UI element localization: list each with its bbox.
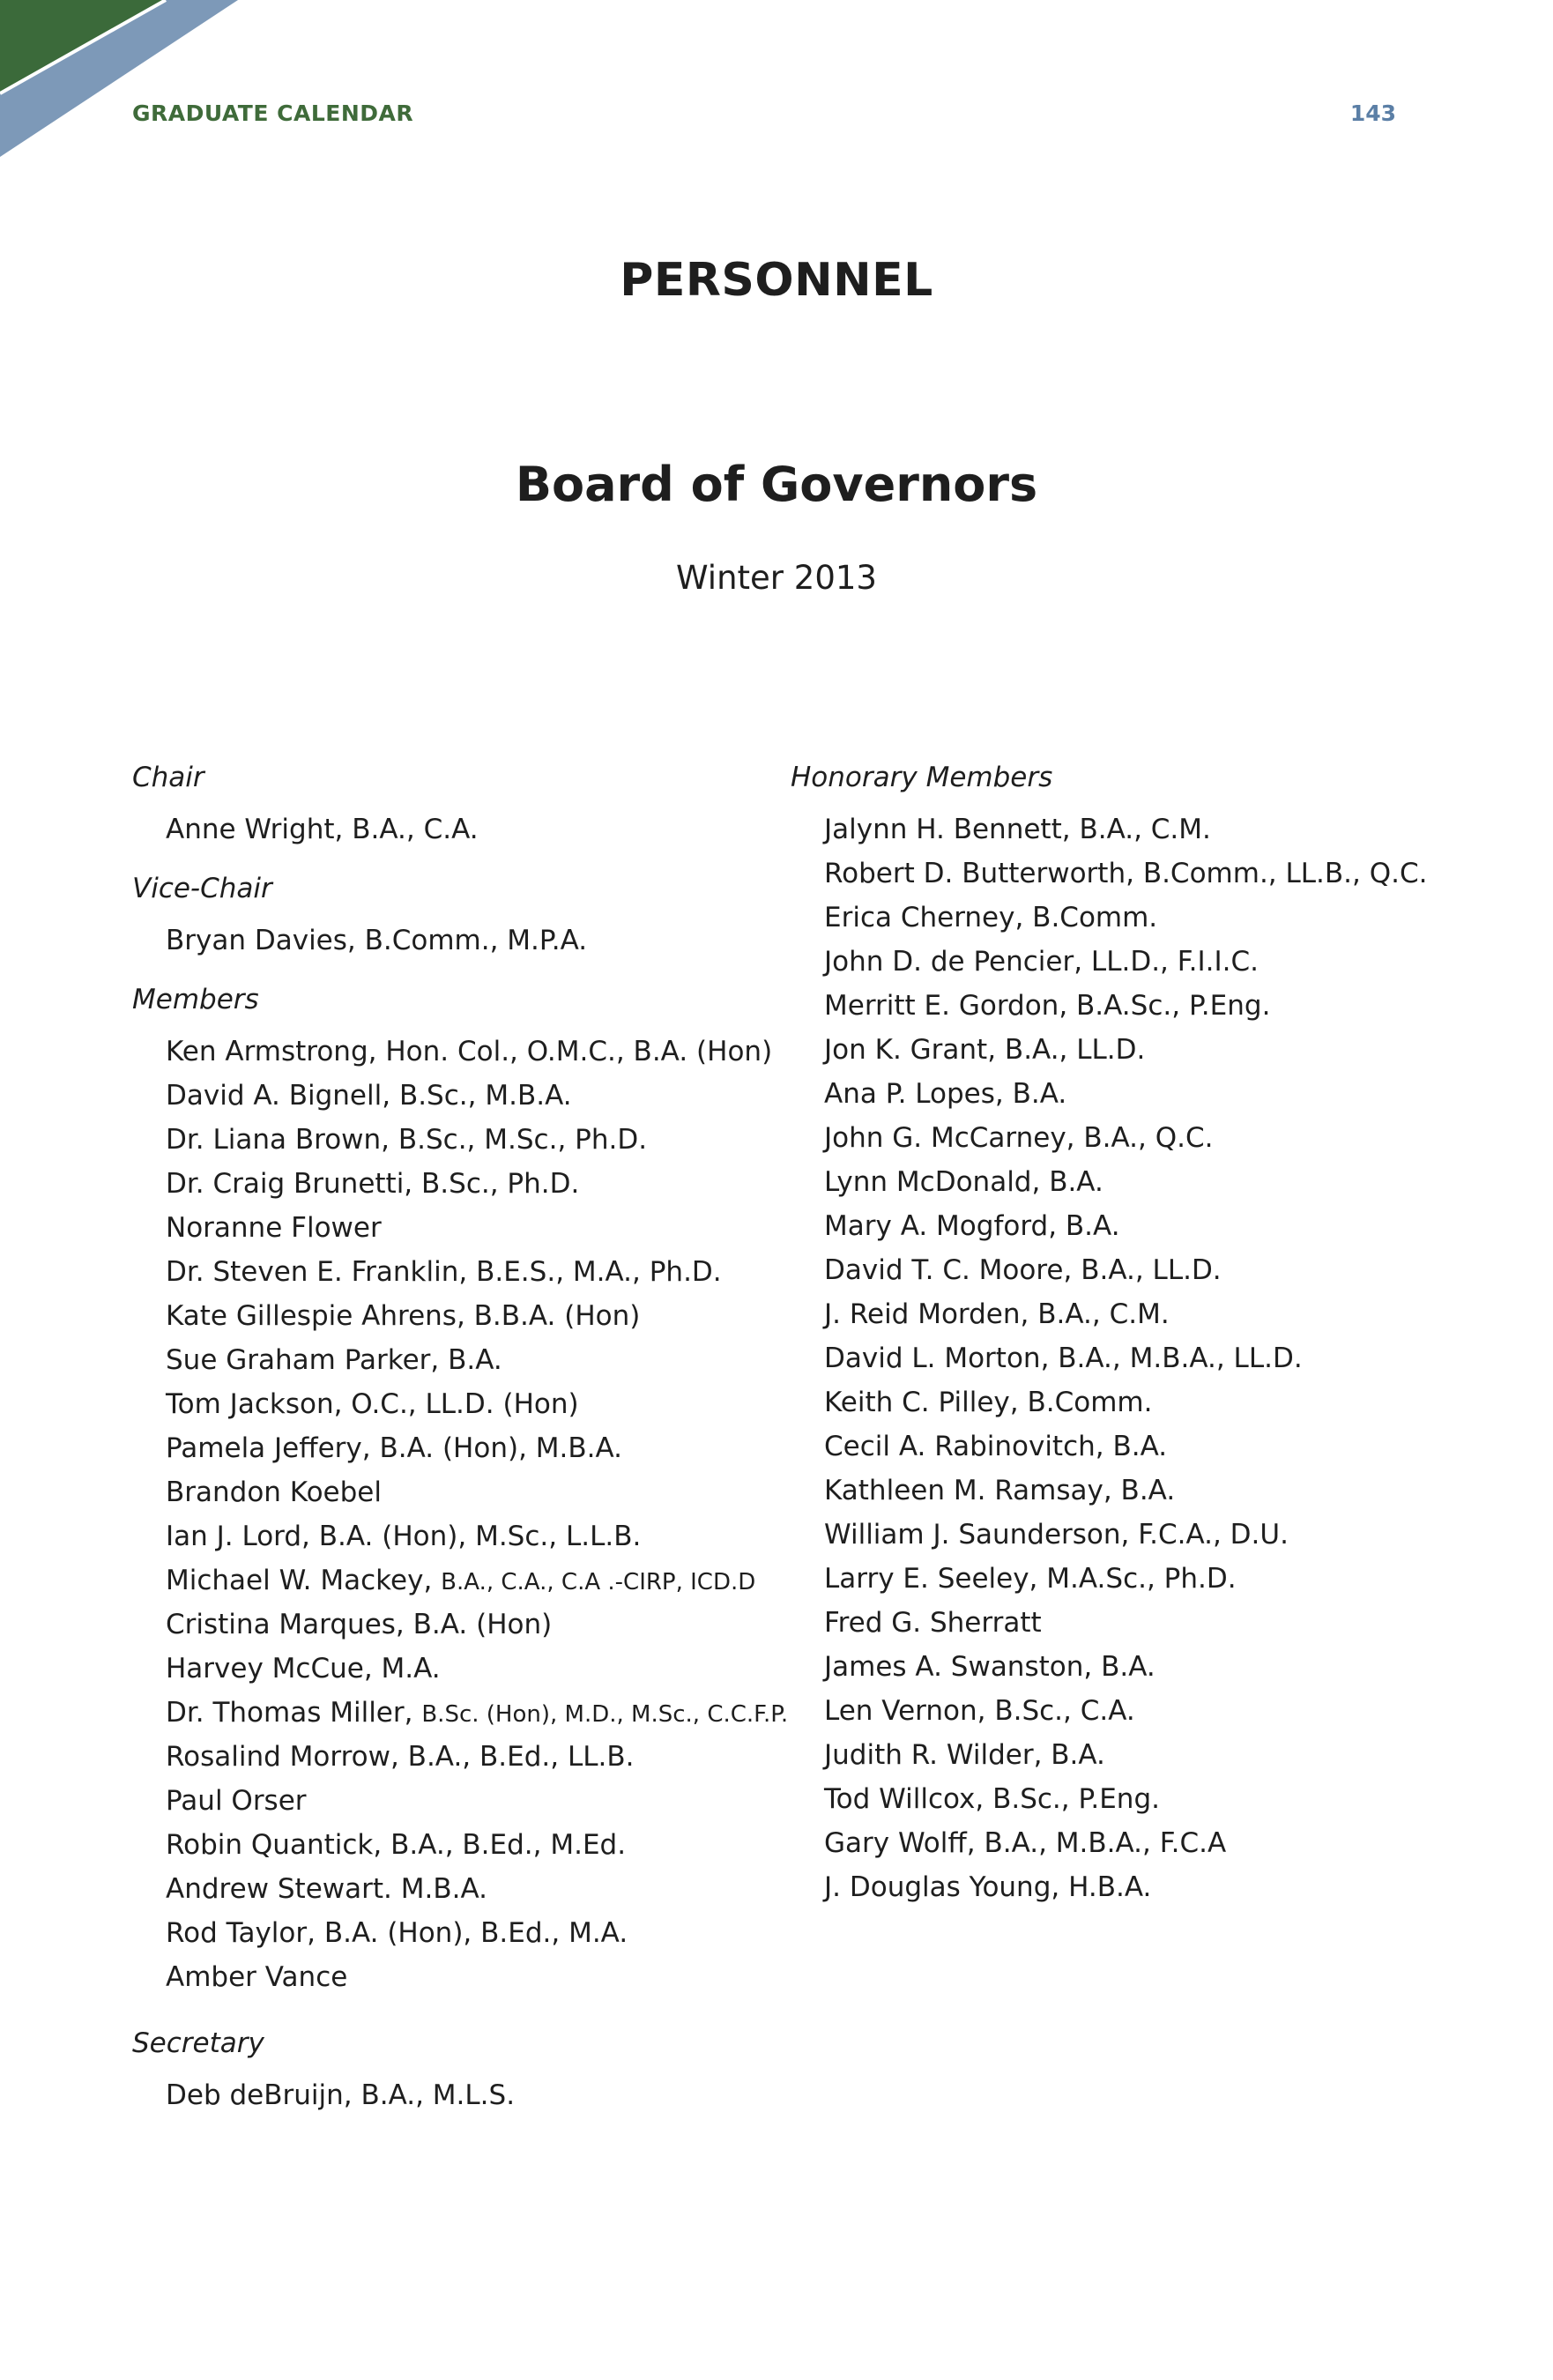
list-item: Paul Orser xyxy=(166,1785,307,1817)
header-title: GRADUATE CALENDAR xyxy=(132,100,414,126)
list-item: Dr. Craig Brunetti, B.Sc., Ph.D. xyxy=(166,1168,580,1200)
list-item: Deb deBruijn, B.A., M.L.S. xyxy=(166,2079,516,2111)
list-item: Dr. Steven E. Franklin, B.E.S., M.A., Ph.D. xyxy=(166,1256,722,1288)
secretary-group xyxy=(132,2026,802,2117)
list-item: Harvey McCue, M.A. xyxy=(166,1653,441,1685)
honorary-members-group xyxy=(791,760,1460,1909)
member-credentials: B.A., C.A., C.A .-CIRP, ICD.D xyxy=(441,1569,756,1595)
secretary-label: Secretary xyxy=(132,2027,264,2059)
list-item: Sue Graham Parker, B.A. xyxy=(166,1344,502,1376)
list-item: John G. McCarney, B.A., Q.C. xyxy=(824,1122,1214,1154)
list-item: Judith R. Wilder, B.A. xyxy=(824,1739,1105,1771)
member-name: Dr. Thomas Miller, xyxy=(166,1697,413,1729)
list-item: Bryan Davies, B.Comm., M.P.A. xyxy=(166,925,588,956)
list-item: Jon K. Grant, B.A., LL.D. xyxy=(824,1034,1146,1066)
list-item: Lynn McDonald, B.A. xyxy=(824,1166,1103,1198)
list-item: Ana P. Lopes, B.A. xyxy=(824,1078,1067,1110)
vice-chair-group xyxy=(132,871,802,963)
chair-group xyxy=(132,760,802,852)
list-item: Robert D. Butterworth, B.Comm., LL.B., Q.C. xyxy=(824,858,1428,889)
list-item: J. Reid Morden, B.A., C.M. xyxy=(824,1298,1170,1330)
member-name: Michael W. Mackey, xyxy=(166,1565,433,1596)
list-item: Merritt E. Gordon, B.A.Sc., P.Eng. xyxy=(824,990,1271,1022)
honorary-members-label: Honorary Members xyxy=(791,762,1053,793)
list-item: Keith C. Pilley, B.Comm. xyxy=(824,1387,1153,1418)
chair-list xyxy=(132,807,802,852)
section-subtitle: Winter 2013 xyxy=(676,559,877,597)
list-item: Noranne Flower xyxy=(166,1212,382,1244)
page-number: 143 xyxy=(1349,100,1396,126)
list-item: Len Vernon, B.Sc., C.A. xyxy=(824,1695,1135,1727)
list-item: David L. Morton, B.A., M.B.A., LL.D. xyxy=(824,1342,1303,1374)
list-item: Robin Quantick, B.A., B.Ed., M.Ed. xyxy=(166,1829,627,1861)
members-group xyxy=(132,982,802,1999)
list-item: Rosalind Morrow, B.A., B.Ed., LL.B. xyxy=(166,1741,635,1773)
list-item: David A. Bignell, B.Sc., M.B.A. xyxy=(166,1080,572,1112)
member-credentials: B.Sc. (Hon), M.D., M.Sc., C.C.F.P. xyxy=(421,1701,789,1728)
section-title: Board of Governors xyxy=(515,457,1038,512)
list-item: Ken Armstrong, Hon. Col., O.M.C., B.A. (Hon) xyxy=(166,1036,773,1067)
secretary-list xyxy=(132,2073,802,2117)
list-item: Cecil A. Rabinovitch, B.A. xyxy=(824,1431,1168,1462)
list-item: Erica Cherney, B.Comm. xyxy=(824,902,1158,933)
vice-chair-list xyxy=(132,919,802,963)
list-item: Andrew Stewart. M.B.A. xyxy=(166,1873,487,1905)
list-item xyxy=(166,1558,802,1603)
list-item: James A. Swanston, B.A. xyxy=(824,1651,1155,1683)
list-item: Rod Taylor, B.A. (Hon), B.Ed., M.A. xyxy=(166,1917,628,1949)
list-item: David T. C. Moore, B.A., LL.D. xyxy=(824,1254,1222,1286)
vice-chair-label: Vice-Chair xyxy=(132,873,272,904)
list-item: Ian J. Lord, B.A. (Hon), M.Sc., L.L.B. xyxy=(166,1521,642,1552)
running-header xyxy=(132,100,1396,126)
list-item: Cristina Marques, B.A. (Hon) xyxy=(166,1609,553,1640)
chair-label: Chair xyxy=(132,762,204,793)
list-item: Amber Vance xyxy=(166,1961,348,1993)
page-title: PERSONNEL xyxy=(620,254,933,307)
list-item: John D. de Pencier, LL.D., F.I.I.C. xyxy=(824,946,1259,978)
left-column xyxy=(132,760,802,2137)
members-label: Members xyxy=(132,984,259,1015)
list-item: Kathleen M. Ramsay, B.A. xyxy=(824,1475,1176,1506)
list-item xyxy=(166,1691,802,1735)
list-item: Jalynn H. Bennett, B.A., C.M. xyxy=(824,814,1211,845)
corner-decoration xyxy=(0,0,247,159)
honorary-members-list xyxy=(791,807,1460,1909)
list-item: William J. Saunderson, F.C.A., D.U. xyxy=(824,1519,1289,1551)
list-item: Mary A. Mogford, B.A. xyxy=(824,1210,1120,1242)
list-item: Gary Wolff, B.A., M.B.A., F.C.A xyxy=(824,1827,1227,1859)
list-item: Tod Willcox, B.Sc., P.Eng. xyxy=(824,1783,1160,1815)
members-list xyxy=(132,1030,802,1999)
list-item: Brandon Koebel xyxy=(166,1476,382,1508)
list-item: Anne Wright, B.A., C.A. xyxy=(166,814,479,845)
list-item: Larry E. Seeley, M.A.Sc., Ph.D. xyxy=(824,1563,1237,1595)
list-item: Dr. Liana Brown, B.Sc., M.Sc., Ph.D. xyxy=(166,1124,648,1156)
list-item: Kate Gillespie Ahrens, B.B.A. (Hon) xyxy=(166,1300,641,1332)
list-item: J. Douglas Young, H.B.A. xyxy=(824,1871,1152,1903)
list-item: Fred G. Sherratt xyxy=(824,1607,1042,1639)
list-item: Pamela Jeffery, B.A. (Hon), M.B.A. xyxy=(166,1432,623,1464)
list-item: Tom Jackson, O.C., LL.D. (Hon) xyxy=(166,1388,579,1420)
right-column xyxy=(791,760,1460,1929)
